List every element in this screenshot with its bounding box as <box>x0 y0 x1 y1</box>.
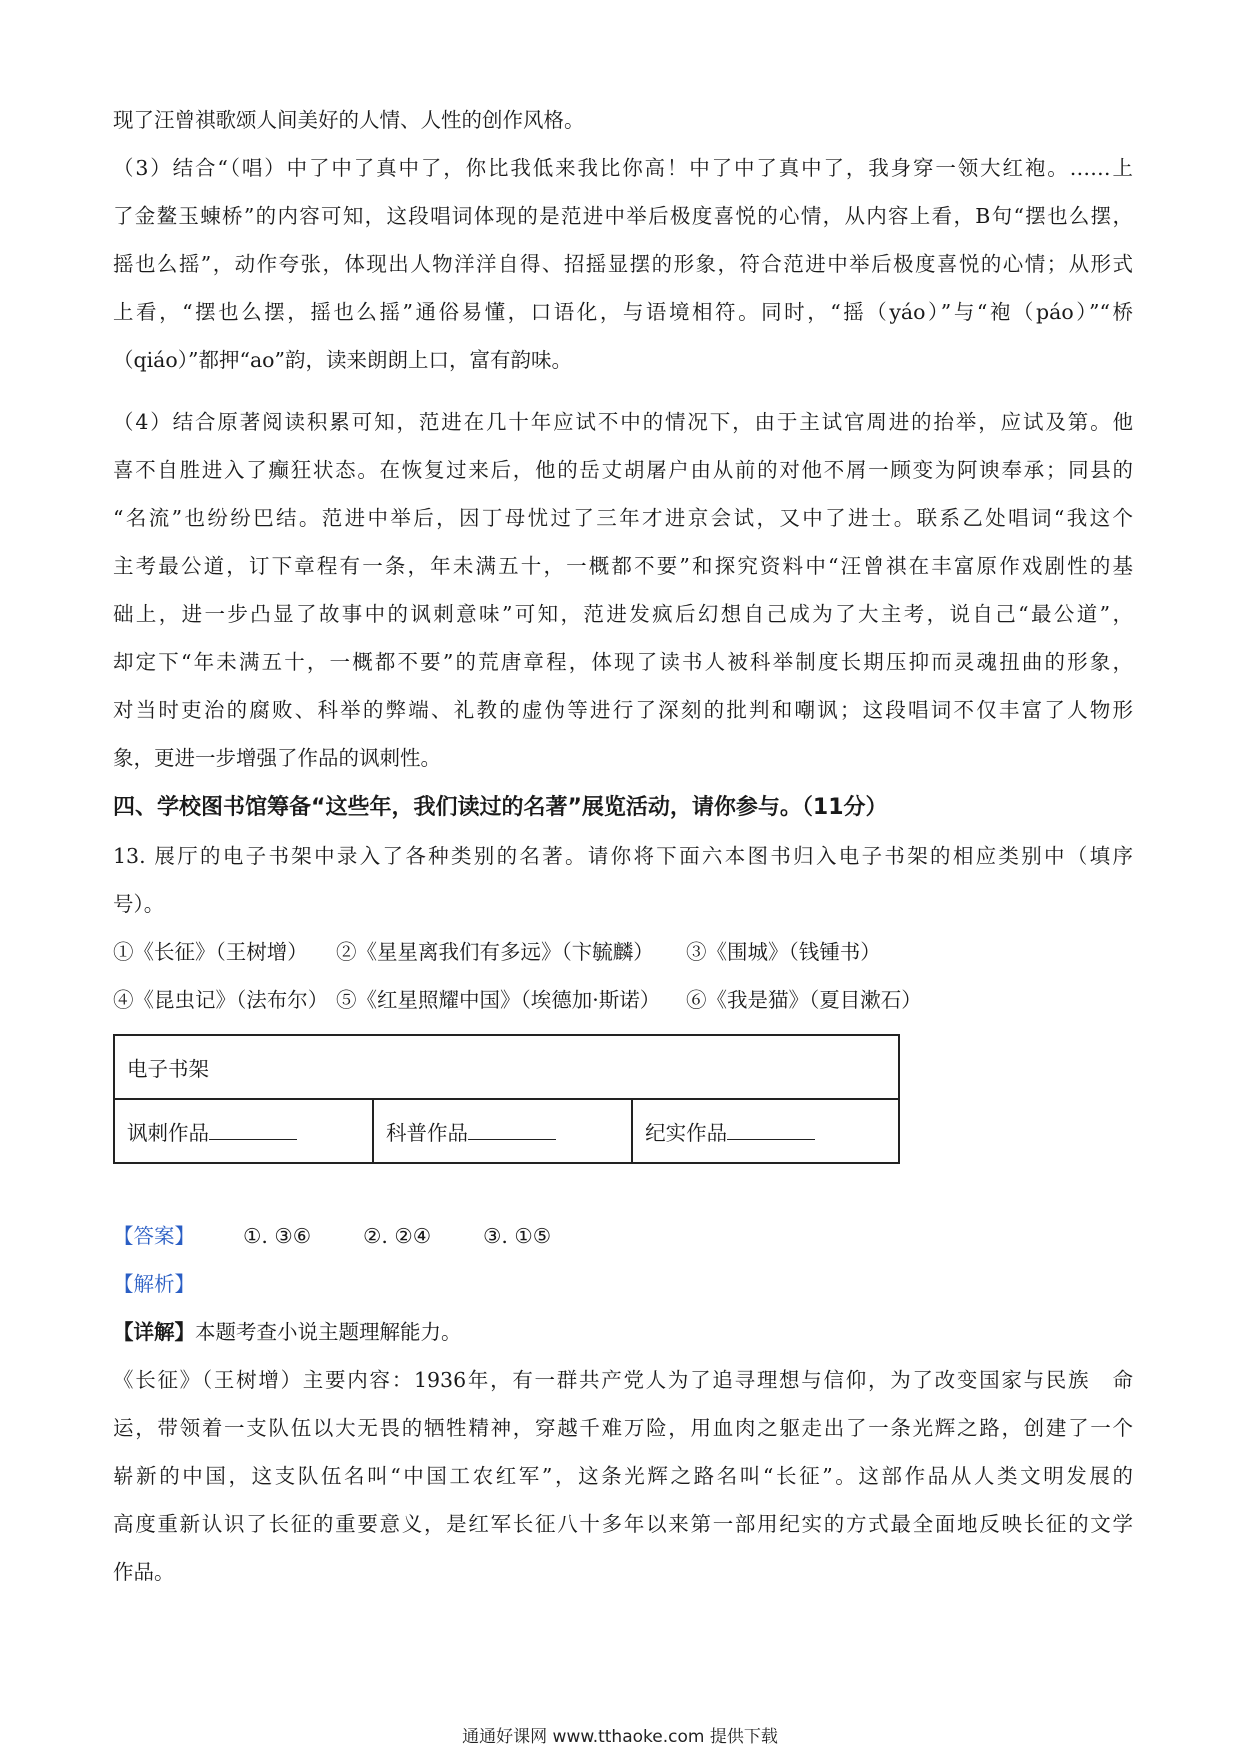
detail-line <box>113 1308 1133 1356</box>
category-label: 科普作品 <box>386 1121 469 1145</box>
paragraph-line: 喜不自胜进入了癫狂状态。在恢复过来后，他的岳丈胡屠户由从前的对他不屑一顾变为阿谀奉承；同县的 <box>113 458 1133 482</box>
book-item: ⑤《红星照耀中国》（埃德加·斯诺） <box>336 988 661 1012</box>
book-item: ②《星星离我们有多远》（卞毓麟） <box>336 940 654 964</box>
paragraph-line: 《长征》（王树增）主要内容：1936年，有一群共产党人为了追寻理想与信仰，为了改变国家与民族 命 <box>113 1368 1133 1392</box>
fill-blank[interactable] <box>209 1119 297 1140</box>
paragraph-line: （3）结合“（唱）中了中了真中了，你比我低来我比你高！中了中了真中了，我身穿一领大红袍。……上 <box>113 156 1133 180</box>
document-page <box>113 96 1133 1596</box>
shelf-category-satire <box>114 1099 373 1163</box>
analysis-label: 【解析】 <box>113 1272 195 1296</box>
paragraph-line: 作品。 <box>113 1560 175 1584</box>
book-item: ③《围城》（钱锺书） <box>686 940 881 964</box>
answer-label: 【答案】 <box>113 1224 195 1248</box>
paragraph-line: 础上，进一步凸显了故事中的讽刺意味”可知，范进发疯后幻想自己成为了大主考，说自己“最公道”， <box>113 602 1133 626</box>
question-13 <box>113 832 1133 928</box>
shelf-category-popsci <box>373 1099 632 1163</box>
paragraph-4 <box>113 398 1133 782</box>
paragraph-changzheng <box>113 1356 1133 1596</box>
ebook-shelf-table <box>113 1034 900 1164</box>
question-line: 13. 展厅的电子书架中录入了各种类别的名著。请你将下面六本图书归入电子书架的相应类别中（填序 <box>113 844 1133 868</box>
answer-row <box>113 1212 1133 1260</box>
paragraph-line: 象，更进一步增强了作品的讽刺性。 <box>113 746 441 770</box>
paragraph-line: 上看，“摆也么摆，摇也么摇”通俗易懂，口语化，与语境相符。同时，“摇（yáo）”与“袍（páo）”“桥 <box>113 300 1133 324</box>
book-item: ⑥《我是猫》（夏目漱石） <box>686 988 922 1012</box>
detail-label: 【详解】 <box>113 1320 195 1344</box>
book-list-row-2 <box>113 976 1133 1024</box>
paragraph-line: 却定下“年未满五十，一概都不要”的荒唐章程，体现了读书人被科举制度长期压抑而灵魂扭曲的形象， <box>113 650 1133 674</box>
book-item: ①《长征》（王树增） <box>113 940 308 964</box>
paragraph-3 <box>113 144 1133 384</box>
category-label: 讽刺作品 <box>127 1121 209 1145</box>
category-label: 纪实作品 <box>645 1121 728 1145</box>
page-footer[interactable]: 通通好课网 www.tthaoke.com 提供下载 <box>462 1727 778 1747</box>
shelf-header-cell: 电子书架 <box>114 1035 899 1099</box>
paragraph-line: （qiáo）”都押“ao”韵，读来朗朗上口，富有韵味。 <box>113 348 572 372</box>
paragraph-line: 主考最公道，订下章程有一条，年未满五十，一概都不要”和探究资料中“汪曾祺在丰富原作戏剧性的基 <box>113 554 1133 578</box>
paragraph-line: 对当时吏治的腐败、科举的弊端、礼教的虚伪等进行了深刻的批判和嘲讽；这段唱词不仅丰富了人物形 <box>113 698 1133 722</box>
paragraph-line: 了金鳌玉蝀桥”的内容可知，这段唱词体现的是范进中举后极度喜悦的心情，从内容上看，B句“摆也么摆， <box>113 204 1133 228</box>
paragraph-line: “名流”也纷纷巴结。范进中举后，因丁母忧过了三年才进京会试，又中了进士。联系乙处唱词“我这个 <box>113 506 1133 530</box>
book-list-row-1 <box>113 928 1133 976</box>
book-item: ④《昆虫记》（法布尔） <box>113 988 329 1012</box>
section-title: 四、学校图书馆筹备“这些年，我们读过的名著”展览活动，请你参与。（11分） <box>113 795 888 820</box>
answer-item: ①. ③⑥ <box>243 1224 312 1248</box>
shelf-category-nonfiction <box>632 1099 899 1163</box>
paragraph-line: 摇也么摇”，动作夸张，体现出人物洋洋自得、招摇显摆的形象，符合范进中举后极度喜悦的心情；从形式 <box>113 252 1133 276</box>
fill-blank[interactable] <box>468 1119 556 1140</box>
paragraph-line: 崭新的中国，这支队伍名叫“中国工农红军”，这条光辉之路名叫“长征”。这部作品从人类文明发展的 <box>113 1464 1133 1488</box>
paragraph-line: 运，带领着一支队伍以大无畏的牺牲精神，穿越千难万险，用血肉之躯走出了一条光辉之路，创建了一个 <box>113 1416 1133 1440</box>
fill-blank[interactable] <box>727 1119 815 1140</box>
paragraph-line: （4）结合原著阅读积累可知，范进在几十年应试不中的情况下，由于主试官周进的抬举，应试及第。他 <box>113 410 1133 434</box>
detail-text: 本题考查小说主题理解能力。 <box>195 1320 462 1344</box>
paragraph-end-line: 现了汪曾祺歌颂人间美好的人情、人性的创作风格。 <box>113 108 585 132</box>
paragraph-line: 高度重新认识了长征的重要意义，是红军长征八十多年以来第一部用纪实的方式最全面地反映长征的文学 <box>113 1512 1133 1536</box>
answer-item: ②. ②④ <box>363 1224 432 1248</box>
question-line: 号）。 <box>113 892 165 916</box>
answer-item: ③. ①⑤ <box>483 1224 552 1248</box>
